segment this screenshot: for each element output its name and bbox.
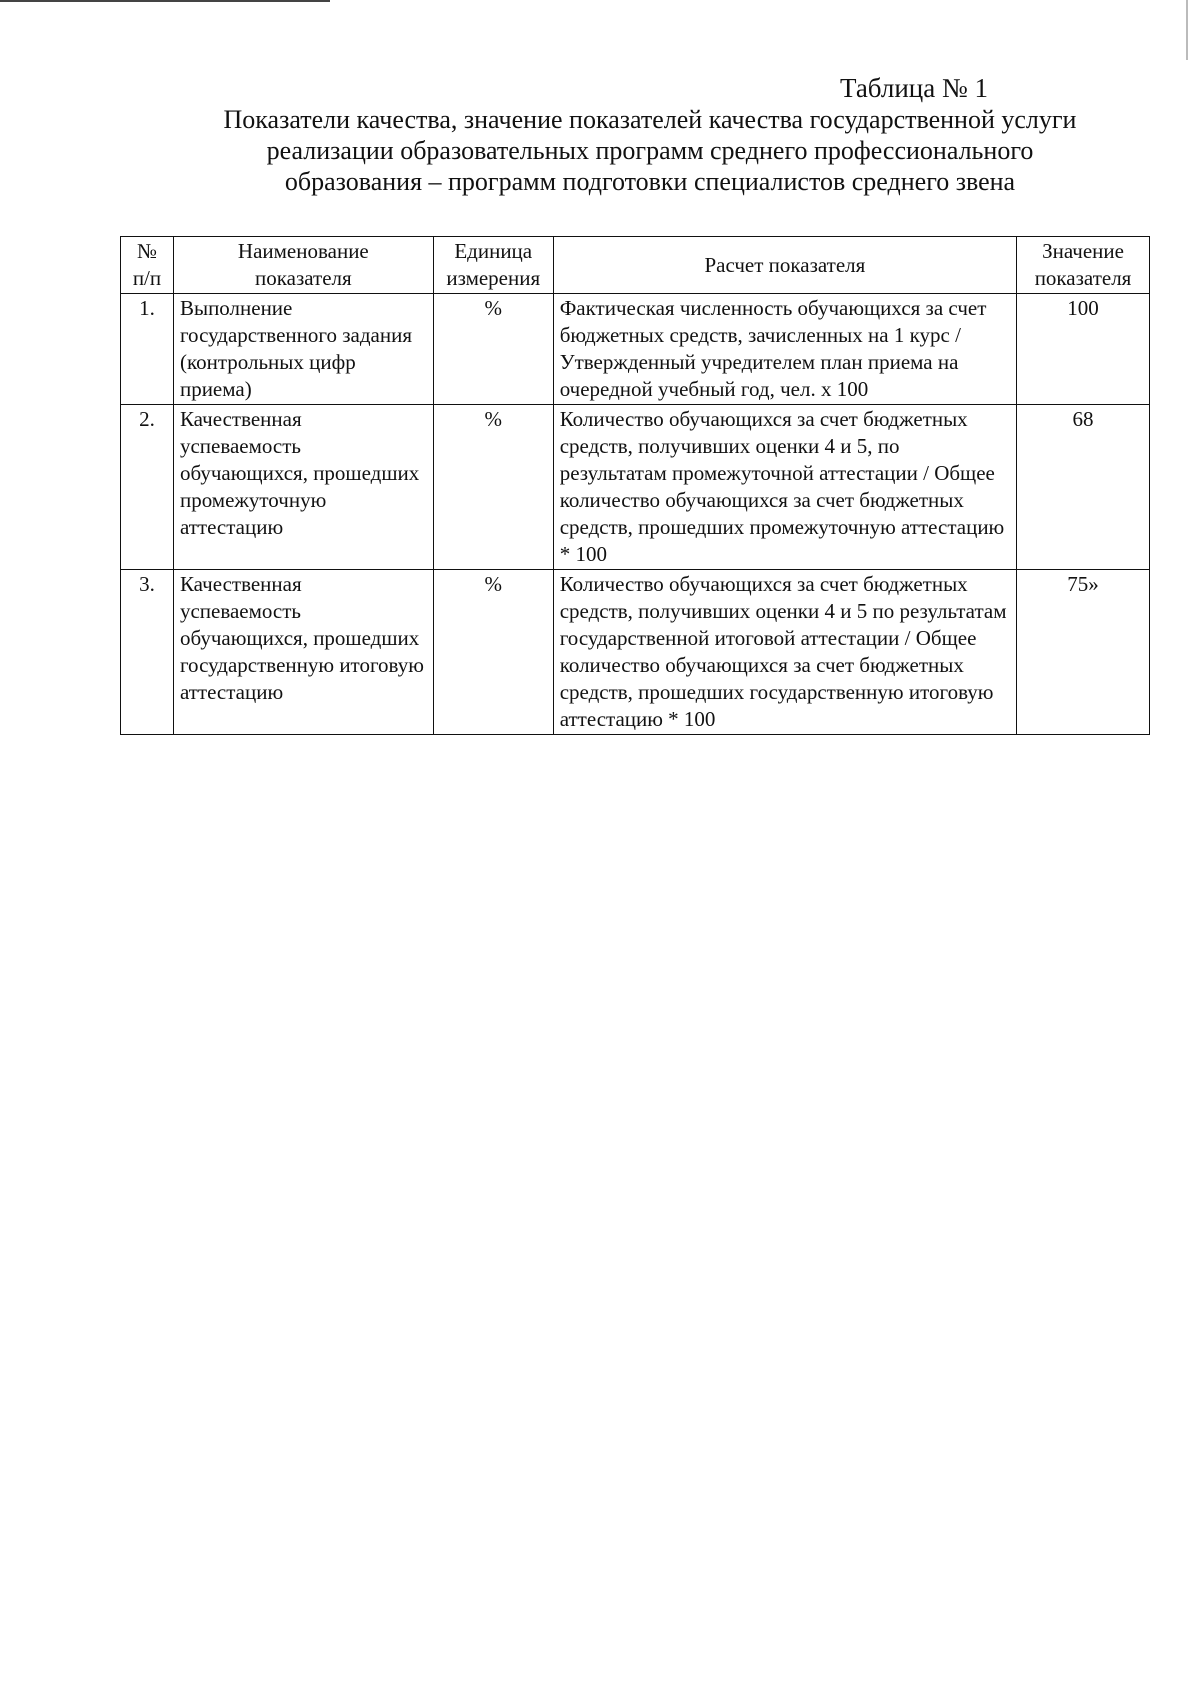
header-name	[173, 237, 433, 294]
header-unit-line: Единица	[454, 239, 533, 263]
title-line: Показатели качества, значение показателей качества государственной услуги	[223, 105, 1077, 134]
header-value	[1017, 237, 1150, 294]
row-number: 3.	[121, 570, 174, 735]
row-number: 2.	[121, 405, 174, 570]
table-row	[121, 570, 1150, 735]
title-line: реализации образовательных программ среднего профессионального	[266, 136, 1034, 165]
indicator-unit: %	[433, 405, 553, 570]
indicator-name: Качественная успеваемость обучающихся, прошедших государственную итоговую аттестацию	[173, 570, 433, 735]
header-name-line: показателя	[255, 266, 352, 290]
header-unit	[433, 237, 553, 294]
header-number-line: п/п	[132, 266, 162, 290]
indicator-value: 75»	[1017, 570, 1150, 735]
indicator-value: 100	[1017, 294, 1150, 405]
header-value-line: Значение	[1042, 239, 1124, 263]
title-line: образования – программ подготовки специалистов среднего звена	[284, 167, 1016, 196]
indicators-table	[120, 236, 1150, 735]
scan-edge-mark	[0, 0, 330, 8]
scan-edge-mark-right	[1186, 0, 1188, 60]
header-name-line: Наименование	[237, 239, 369, 263]
table-row	[121, 294, 1150, 405]
table-number: Таблица № 1	[840, 73, 988, 103]
indicator-unit: %	[433, 294, 553, 405]
header-number	[121, 237, 174, 294]
header-number-line: №	[136, 239, 157, 263]
table-header-row	[121, 237, 1150, 294]
indicator-calculation: Фактическая численность обучающихся за счет бюджетных средств, зачисленных на 1 курс / Утвержденный учредителем план приема на очередной учебный год, чел. х 100	[553, 294, 1016, 405]
header-value-line: показателя	[1034, 266, 1132, 290]
indicator-value: 68	[1017, 405, 1150, 570]
indicator-name: Выполнение государственного задания (контрольных цифр приема)	[173, 294, 433, 405]
document-title	[170, 104, 1130, 197]
indicator-unit: %	[433, 570, 553, 735]
indicator-name: Качественная успеваемость обучающихся, прошедших промежуточную аттестацию	[173, 405, 433, 570]
header-unit-line: измерения	[446, 266, 541, 290]
indicator-calculation: Количество обучающихся за счет бюджетных средств, получивших оценки 4 и 5 по результатам государственной итоговой аттестации / Общее количество обучающихся за счет бюджетных средств, прошедших государственную итоговую аттестацию * 100	[553, 570, 1016, 735]
indicator-calculation: Количество обучающихся за счет бюджетных средств, получивших оценки 4 и 5, по результатам промежуточной аттестации / Общее количество обучающихся за счет бюджетных средств, прошедших промежуточную аттестацию * 100	[553, 405, 1016, 570]
header-calculation: Расчет показателя	[553, 237, 1016, 294]
row-number: 1.	[121, 294, 174, 405]
table-row	[121, 405, 1150, 570]
